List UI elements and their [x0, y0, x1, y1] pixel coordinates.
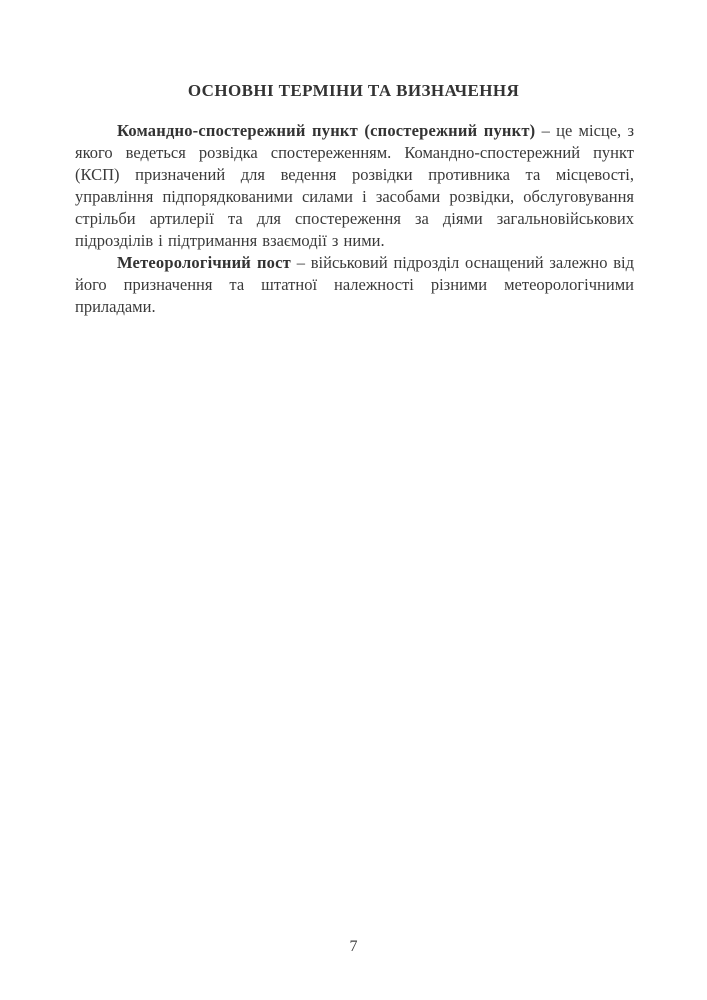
paragraph-meteo-body: – військовий підрозділ оснащений залежно від його призначення та штатної належності різними метеорологічними приладами.	[75, 253, 634, 316]
term-meteorological-post: Метеорологічний пост	[117, 253, 291, 272]
paragraph-ksp	[75, 120, 634, 252]
paragraph-meteo	[75, 252, 634, 318]
text-block	[75, 120, 634, 318]
page-title: ОСНОВНІ ТЕРМІНИ ТА ВИЗНАЧЕННЯ	[187, 81, 520, 100]
term-command-observation-post: Командно-спостережний пункт (спостережний пункт)	[117, 121, 536, 140]
page-number: 7	[349, 938, 358, 955]
paragraph-ksp-body: – це місце, з якого ведеться розвідка спостереженням. Командно-спостережний пункт (КСП) призначений для ведення розвідки противника та місцевості, управління підпорядкованими силами і засобами розвідки, обслуговування стрільби артилерії та для спостереження за діями загальновійськових підрозділів і підтримання взаємодії з ними.	[75, 121, 634, 250]
